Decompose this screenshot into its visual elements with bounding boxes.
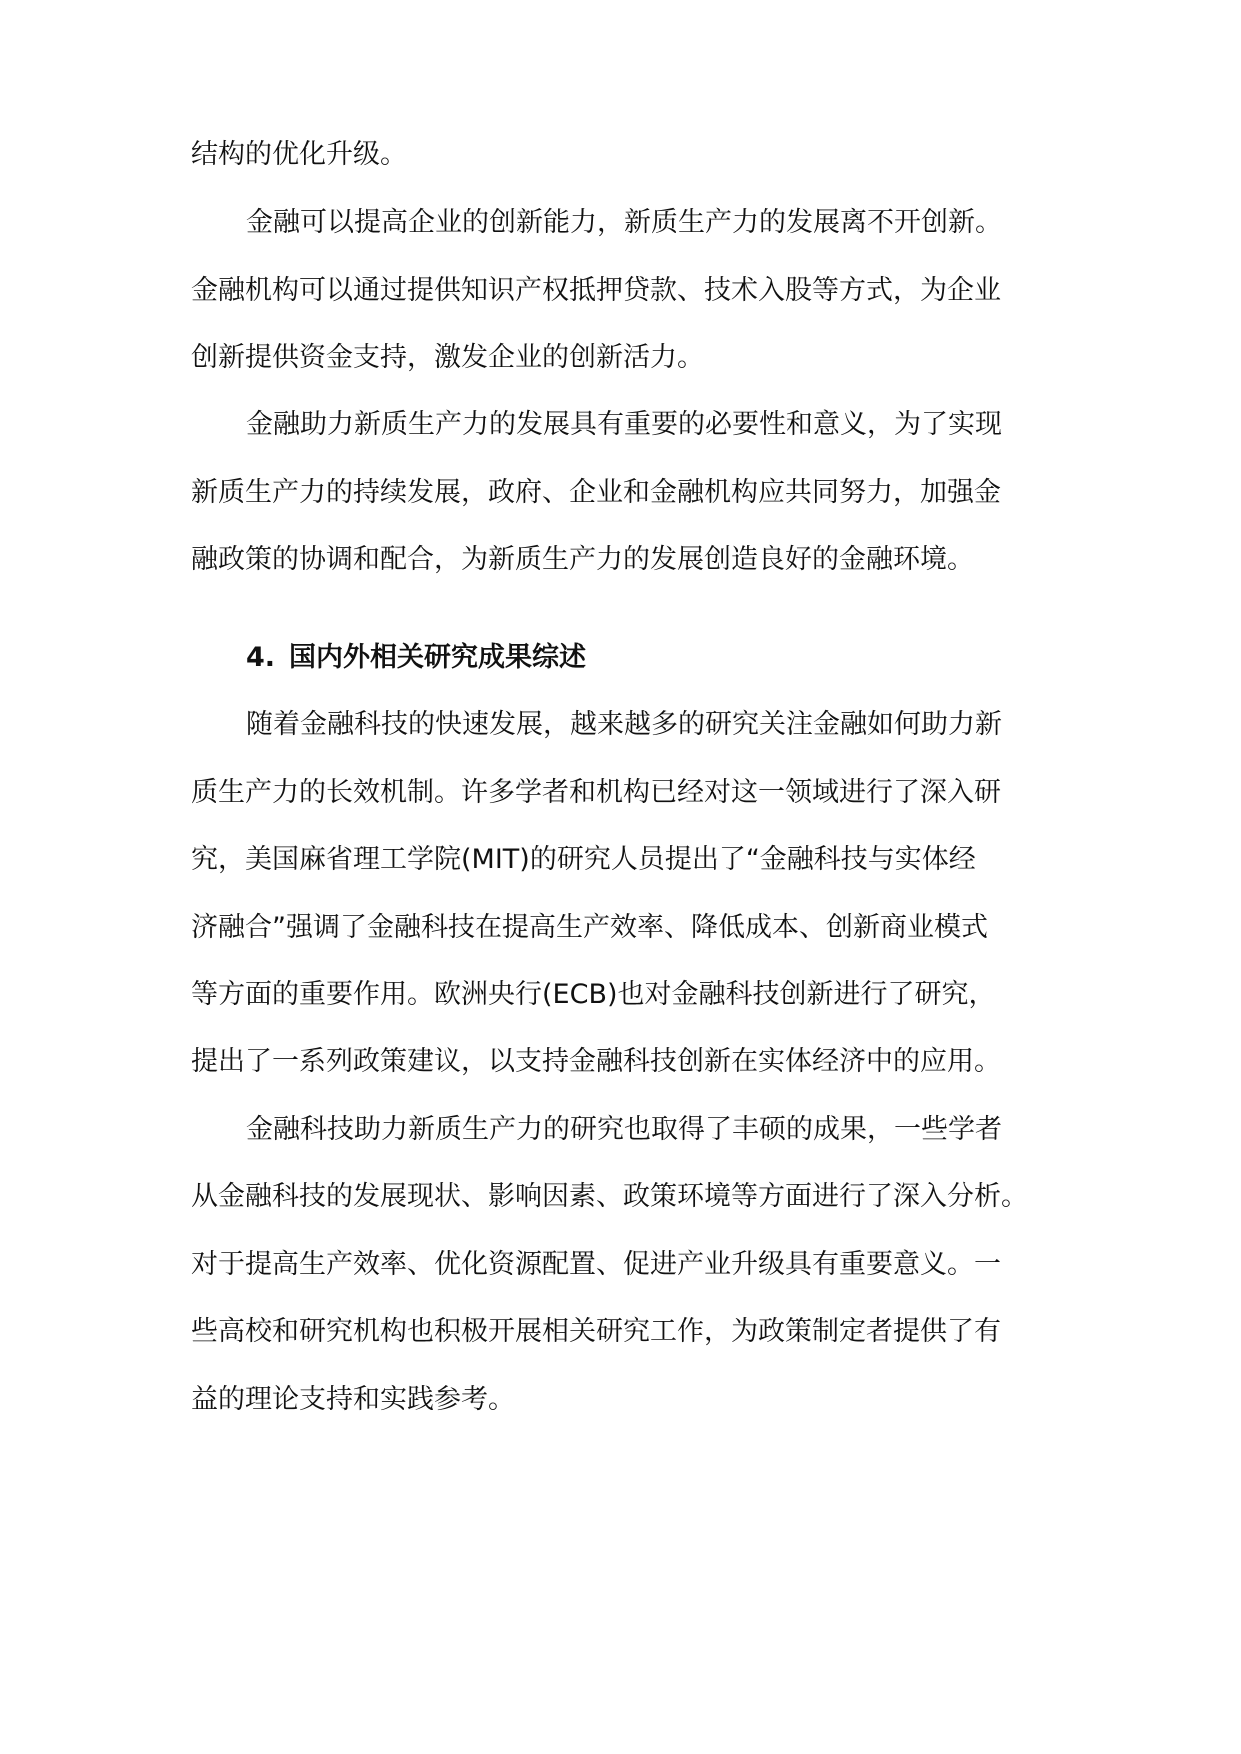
paragraph-line: 融政策的协调和配合，为新质生产力的发展创造良好的金融环境。 xyxy=(191,544,974,575)
section-number: 4. xyxy=(246,642,276,673)
paragraph-line: 创新提供资金支持，激发企业的创新活力。 xyxy=(191,342,704,373)
paragraph-line: 随着金融科技的快速发展，越来越多的研究关注金融如何助力新 xyxy=(246,709,1002,740)
section-title: 国内外相关研究成果综述 xyxy=(289,642,587,673)
paragraph-line: 金融可以提高企业的创新能力，新质生产力的发展离不开创新。 xyxy=(246,207,1002,238)
paragraph-line: 新质生产力的持续发展，政府、企业和金融机构应共同努力，加强金 xyxy=(191,477,1001,508)
paragraph-line: 益的理论支持和实践参考。 xyxy=(191,1384,515,1415)
paragraph-line: 等方面的重要作用。欧洲央行(ECB)也对金融科技创新进行了研究， xyxy=(191,979,996,1010)
paragraph-line: 金融机构可以通过提供知识产权抵押贷款、技术入股等方式，为企业 xyxy=(191,275,1001,306)
paragraph-line: 提出了一系列政策建议，以支持金融科技创新在实体经济中的应用。 xyxy=(191,1046,1001,1077)
paragraph-line: 究，美国麻省理工学院(MIT)的研究人员提出了“金融科技与实体经 xyxy=(191,844,976,875)
paragraph-line: 些高校和研究机构也积极开展相关研究工作，为政策制定者提供了有 xyxy=(191,1316,1001,1347)
paragraph-line: 金融助力新质生产力的发展具有重要的必要性和意义，为了实现 xyxy=(246,409,1002,440)
paragraph-line: 对于提高生产效率、优化资源配置、促进产业升级具有重要意义。一 xyxy=(191,1249,1001,1280)
paragraph-line: 济融合”强调了金融科技在提高生产效率、降低成本、创新商业模式 xyxy=(191,912,988,943)
paragraph-line: 结构的优化升级。 xyxy=(191,139,407,170)
paragraph-line: 从金融科技的发展现状、影响因素、政策环境等方面进行了深入分析。 xyxy=(191,1181,1028,1212)
paragraph-line: 金融科技助力新质生产力的研究也取得了丰硕的成果，一些学者 xyxy=(246,1114,1002,1145)
section-heading xyxy=(246,640,586,676)
paragraph-line: 质生产力的长效机制。许多学者和机构已经对这一领域进行了深入研 xyxy=(191,777,1001,808)
